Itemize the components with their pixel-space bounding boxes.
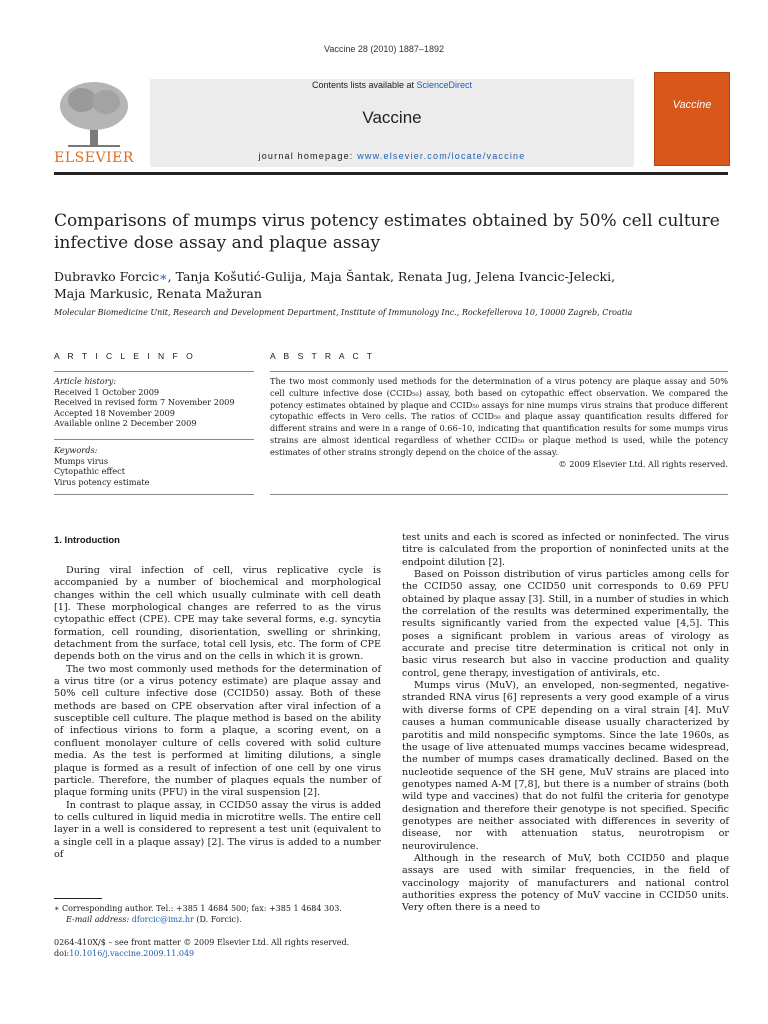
- abstract-heading: A B S T R A C T: [270, 351, 376, 361]
- history-item: Accepted 18 November 2009: [54, 407, 175, 418]
- affiliation: Molecular Biomedicine Unit, Research and Development Department, Institute of Immunology Inc., Rockefellerova 10, 10000 Zagreb, Croatia: [54, 308, 633, 317]
- article-title: Comparisons of mumps virus potency estimates obtained by 50% cell culture infective dose assay and plaque assay: [54, 211, 720, 253]
- keyword: Mumps virus: [54, 455, 109, 466]
- contents-prefix: Contents lists available at: [311, 80, 417, 90]
- divider: [54, 439, 254, 440]
- divider: [270, 371, 728, 372]
- paragraph: test units and each is scored as infected or noninfected. The virus titre is calculated from the proportion of noninfected units at the endpoint dilution [2].: [402, 532, 729, 568]
- keyword: Virus potency estimate: [54, 476, 150, 487]
- corresponding-author-link[interactable]: ∗: [159, 269, 168, 284]
- abstract-copyright: © 2009 Elsevier Ltd. All rights reserved.: [558, 458, 728, 469]
- keyword: Cytopathic effect: [54, 466, 125, 476]
- header-rule: [54, 172, 728, 175]
- paragraph: During viral infection of cell, virus replicative cycle is accompanied by a number of biochemical and morphological changes within the cell which usually culminate with cell death [1]. These morphological changes are referred to as the virus cytopathic effect (CPE). CPE may take several forms, e.g. syncytia formation, cell rounding, disorientation, swelling or shrinking, detachment from the surface, total cell lysis, etc. The form of CPE depends both on the virus and on the cells in which it is grown.: [54, 565, 381, 663]
- publisher-logo-text: ELSEVIER: [54, 150, 134, 166]
- paragraph: Mumps virus (MuV), an enveloped, non-segmented, negative-stranded RNA virus [6] represents a very good example of a virus with diverse forms of CPE depending on a viral strain [4]. MuV causes a human communicable disease usually characterized by parotitis and mild nonspecific symptoms. Since the late 1960s, as the usage of live attenuated mumps vaccines became widespread, the number of mumps cases dramatically declined. Based on the nucleotide sequence of the SH gene, MuV strains are placed into genotypes named A-M [7,8], but there is a number of strains (both wild type and vaccines) that do not fulfil the criteria for genotype designation and therefore their genotype is not specified. Specific genotypes are neither associated with differences in severity of disease, nor with attenuation status, neurotropism or neurovirulence.: [402, 680, 729, 852]
- front-matter: [54, 937, 394, 959]
- keywords-label: Keywords:: [54, 445, 98, 455]
- cover-title: Vaccine: [672, 99, 712, 111]
- elsevier-tree-logo: [54, 78, 134, 150]
- paragraph: The two most commonly used methods for the determination of a virus titre (or a virus potency estimate) are plaque assay and 50% cell culture infective dose (CCID50) assay. Both of these methods are based on CPE observation after viral infection of a susceptible cell culture. The plaque method is based on the ability of infectious virions to form a plaque, a scoring event, on a confluent monolayer culture of cells covered with solid culture media. As the test is performed at limiting dilutions, a single plaque is formed as a result of infection of one cell by one virus particle. Therefore, the number of plaques equals the number of plaque forming units (PFU) in the viral suspension [2].: [54, 663, 381, 799]
- left-column: [54, 565, 381, 861]
- corresponding-author-note: ∗ Corresponding author. Tel.: +385 1 4684 500; fax: +385 1 4684 303.: [54, 904, 342, 913]
- issn-line: 0264-410X/$ – see front matter © 2009 Elsevier Ltd. All rights reserved.: [54, 938, 350, 947]
- abstract-body: [270, 376, 728, 470]
- divider: [270, 494, 728, 495]
- homepage-link[interactable]: www.elsevier.com/locate/vaccine: [357, 151, 526, 161]
- section-heading: 1. Introduction: [54, 535, 120, 546]
- journal-title: Vaccine: [362, 108, 422, 127]
- doi-link[interactable]: 10.1016/j.vaccine.2009.11.049: [69, 949, 195, 958]
- footnote-rule: [54, 898, 102, 899]
- doi-line: [54, 948, 394, 959]
- divider: [54, 371, 254, 372]
- right-column: [402, 532, 729, 915]
- paragraph: In contrast to plaque assay, in CCID50 assay the virus is added to cells cultured in liquid media in microtitre wells. The entire cell layer in a well is considered to represent a test unit (equivalent to a single cell in a plaque assay) [2]. The virus is added to a number of: [54, 799, 381, 860]
- history-label: Article history:: [54, 376, 116, 386]
- paragraph: Although in the research of MuV, both CCID50 and plaque assays are used with similar frequencies, in the field of vaccinology majority of manufacturers and national control authorities express the potency of MuV vaccine in CCID50 units. Very often there is a need to: [402, 852, 729, 914]
- keywords: [54, 445, 254, 487]
- homepage-label: journal homepage:: [258, 151, 358, 161]
- article-info-heading: A R T I C L E I N F O: [54, 351, 196, 361]
- abstract-text: The two most commonly used methods for the determination of a virus potency are plaque assay and 50% cell culture infective dose (CCID₅₀) assay, both based on cytopathic effect observation. We compared the potency estimates obtained by plaque and CCID₅₀ assays for nine mumps virus strains that produce different cytopathic effects in Vero cells. The ratios of CCID₅₀ and plaque assay quantification results differed for different strains and were in a range of 0.66–10, indicating that quantification results for some mumps virus strains are almost identical regardless of whether CCID₅₀ or plaque method is used, while the potency estimates of other strains strongly depend on the choice of the assay.: [270, 376, 728, 457]
- journal-homepage: [150, 151, 634, 161]
- email-suffix: (D. Forcic).: [193, 914, 242, 924]
- email-line: [54, 915, 394, 926]
- authors-line2: Maja Markusic, Renata Mažuran: [54, 286, 262, 301]
- journal-reference: Vaccine 28 (2010) 1887–1892: [324, 44, 444, 54]
- authors-rest: , Tanja Košutić-Gulija, Maja Šantak, Renata Jug, Jelena Ivancic-Jelecki,: [167, 269, 616, 284]
- contents-line: [150, 80, 634, 90]
- history-item: Received in revised form 7 November 2009: [54, 397, 235, 407]
- sciencedirect-link[interactable]: ScienceDirect: [416, 80, 473, 90]
- article-history: [54, 376, 254, 429]
- history-item: Available online 2 December 2009: [54, 418, 197, 428]
- journal-cover-image: [654, 72, 730, 166]
- footnote: [54, 904, 394, 925]
- authors-first: Dubravko Forcic: [54, 269, 160, 284]
- paragraph: Based on Poisson distribution of virus particles among cells for the CCID50 assay, one CCID50 unit corresponds to 0.69 PFU obtained by plaque assay [3]. Still, in a number of studies in which the correlation of the results was determined experimentally, the results significantly varied from the expected value [4,5]. This poses a significant problem in various areas of virology as accurate and precise titre determination is critical not only in basic virus research but also in vaccine production and quality control, gene therapy, investigation of antivirals, etc.: [402, 569, 729, 679]
- email-label: E-mail address:: [66, 914, 132, 924]
- history-item: Received 1 October 2009: [54, 386, 160, 397]
- doi-prefix: doi:: [54, 949, 70, 958]
- divider: [54, 494, 254, 495]
- author-list: [54, 268, 734, 302]
- email-link[interactable]: dforcic@imz.hr: [131, 914, 194, 924]
